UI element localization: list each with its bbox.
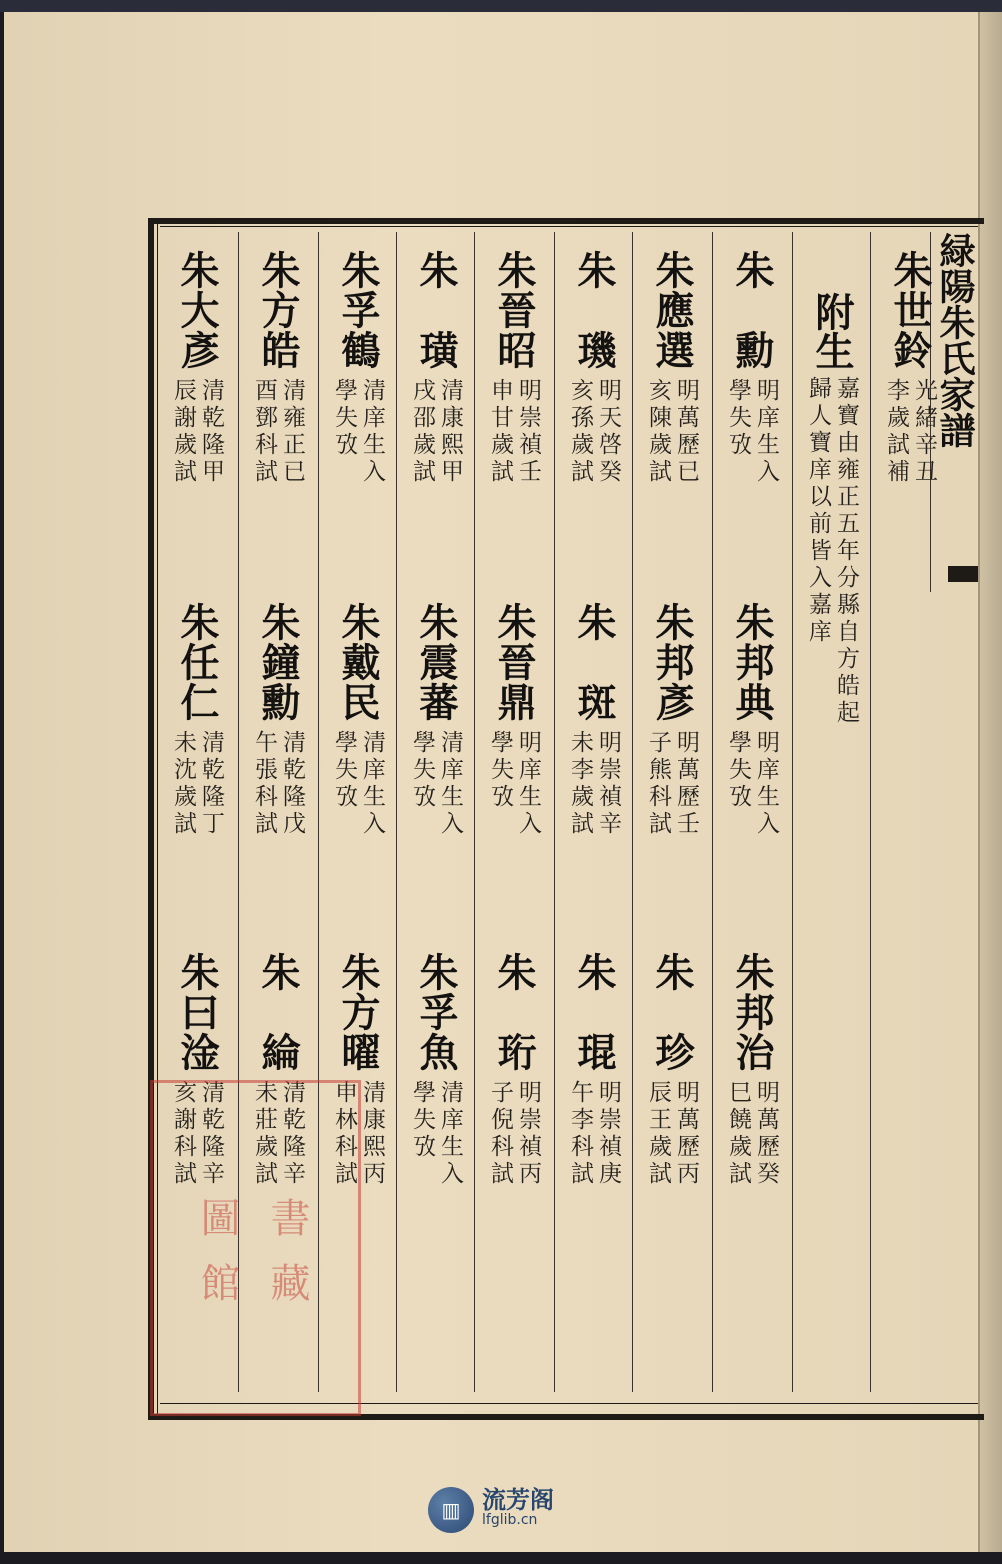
entry-note: 未李歲試 — [567, 730, 593, 838]
entry-name: 朱戴民 — [335, 602, 381, 722]
entry-note: 辰王歲試 — [645, 1080, 671, 1188]
entry-notes — [487, 378, 541, 486]
entry-note: 子熊科試 — [645, 730, 671, 838]
entry-notes — [883, 378, 937, 486]
entry-name: 朱 琨 — [571, 952, 617, 1072]
entry-name: 朱孚鶴 — [335, 250, 381, 370]
entry-name: 朱 珍 — [649, 952, 695, 1072]
entry-notes — [331, 378, 385, 486]
entry-note: 亥謝科試 — [170, 1080, 196, 1188]
entry-note: 明萬歷癸 — [753, 1080, 779, 1188]
entry-name: 朱任仁 — [174, 602, 220, 722]
watermark — [428, 1484, 588, 1536]
entry-note: 明庠生入 — [515, 730, 541, 838]
entry-name: 朱邦彥 — [649, 602, 695, 722]
entry — [319, 602, 397, 838]
entry-notes — [645, 1080, 699, 1188]
seal-char: 書 — [270, 1196, 311, 1242]
entry-note: 子倪科試 — [487, 1080, 513, 1188]
entry-note: 辰謝歲試 — [170, 378, 196, 486]
column-4 — [396, 232, 475, 1392]
fusheng-note: 歸人寶庠以前皆入嘉庠 — [805, 376, 831, 646]
entry — [633, 250, 711, 486]
entry-notes — [409, 730, 463, 838]
entry-name: 朱世鈴 — [887, 250, 933, 370]
entry-notes — [409, 1080, 463, 1188]
entry-note: 學失攷 — [331, 378, 357, 459]
entry-note: 午張科試 — [251, 730, 277, 838]
entry-name: 朱孚魚 — [413, 952, 459, 1072]
entry-name: 朱晉昭 — [491, 250, 537, 370]
entry-note: 午李科試 — [567, 1080, 593, 1188]
entry-note: 學失攷 — [725, 378, 751, 459]
entry-notes — [725, 378, 779, 486]
column-fusheng — [792, 232, 871, 1392]
entry-name: 朱鐘勳 — [255, 602, 301, 722]
seal-char: 館 — [200, 1261, 241, 1307]
entry-note: 明崇禎辛 — [595, 730, 621, 838]
entry-notes — [567, 730, 621, 838]
entry — [555, 952, 633, 1188]
entry-note: 清雍正已 — [279, 378, 305, 486]
entry-note: 學失攷 — [725, 730, 751, 811]
fusheng-note: 嘉寶由雍正五年分縣自方皓起 — [833, 376, 859, 727]
entry-notes — [331, 730, 385, 838]
running-title-text: 緑陽朱氏家譜 — [934, 232, 976, 448]
entry-name: 朱 綸 — [255, 952, 301, 1072]
entry — [397, 952, 475, 1188]
entry — [713, 602, 791, 838]
entry-notes — [487, 730, 541, 838]
entry-note: 清庠生入 — [359, 378, 385, 486]
entry-name: 朱震蕃 — [413, 602, 459, 722]
entry-notes — [725, 1080, 779, 1188]
entry-note: 清庠生入 — [437, 1080, 463, 1188]
column-7 — [632, 232, 711, 1392]
entry-note: 李歲試補 — [883, 378, 909, 486]
entry — [713, 952, 791, 1188]
entry-name: 朱 珩 — [491, 952, 537, 1072]
entry-note: 清庠生入 — [359, 730, 385, 838]
entry-notes — [170, 730, 224, 838]
entry-note: 酉鄧科試 — [251, 378, 277, 486]
entry-notes — [170, 378, 224, 486]
column-6 — [554, 232, 633, 1392]
fusheng-block — [793, 292, 871, 727]
fusheng-heading: 附生 — [809, 292, 855, 370]
seal-char: 藏 — [270, 1261, 311, 1307]
entry-name: 朱 勳 — [729, 250, 775, 370]
entry — [555, 250, 633, 486]
entry-note: 明天啓癸 — [595, 378, 621, 486]
entry-note: 清乾隆甲 — [198, 378, 224, 486]
entry-name: 朱邦治 — [729, 952, 775, 1072]
entry — [397, 250, 475, 486]
entry-note: 學失攷 — [487, 730, 513, 811]
entry-name: 朱曰淦 — [174, 952, 220, 1072]
entry-note: 明萬歷丙 — [673, 1080, 699, 1188]
entry-name: 朱 斑 — [571, 602, 617, 722]
entry — [158, 250, 236, 486]
column-5 — [474, 232, 553, 1392]
entry — [633, 952, 711, 1188]
entry-notes — [567, 1080, 621, 1188]
entry-notes — [251, 378, 305, 486]
entry-note: 明庠生入 — [753, 730, 779, 838]
entry — [633, 602, 711, 838]
entry-name: 朱晉鼎 — [491, 602, 537, 722]
column-8 — [712, 232, 791, 1392]
entry-note: 學失攷 — [331, 730, 357, 811]
entry-note: 巳饒歲試 — [725, 1080, 751, 1188]
entry — [475, 250, 553, 486]
entry-note: 光緒辛丑 — [911, 378, 937, 486]
watermark-site: 流芳阁 — [482, 1486, 554, 1514]
entry — [319, 250, 397, 486]
entry-name: 朱大彥 — [174, 250, 220, 370]
entry — [239, 250, 317, 486]
fusheng-notes — [805, 376, 859, 727]
entry-note: 未莊歲試 — [251, 1080, 277, 1188]
entry-note: 明崇禎壬 — [515, 378, 541, 486]
entry-notes — [487, 1080, 541, 1188]
fishtail-mark — [948, 566, 978, 582]
entry-note: 未沈歲試 — [170, 730, 196, 838]
seal-char: 圖 — [200, 1196, 241, 1242]
entry — [239, 602, 317, 838]
entry-note: 學失攷 — [409, 1080, 435, 1161]
book-logo-icon: ▥ — [428, 1487, 474, 1533]
entry — [475, 602, 553, 838]
entry-name: 朱 璜 — [413, 250, 459, 370]
entry-note: 明萬歷壬 — [673, 730, 699, 838]
entry-notes — [409, 378, 463, 486]
entry-name: 朱應選 — [649, 250, 695, 370]
entry — [475, 952, 553, 1188]
entry-note: 明崇禎丙 — [515, 1080, 541, 1188]
entry-note: 亥孫歲試 — [567, 378, 593, 486]
entry-notes — [567, 378, 621, 486]
entry-notes — [645, 730, 699, 838]
entry-note: 戌邵歲試 — [409, 378, 435, 486]
entry-note: 清乾隆丁 — [198, 730, 224, 838]
entry-notes — [725, 730, 779, 838]
entry-note: 清乾隆辛 — [198, 1080, 224, 1188]
entry-note: 學失攷 — [409, 730, 435, 811]
entry-note: 亥陳歲試 — [645, 378, 671, 486]
entry-note: 清乾隆辛 — [279, 1080, 305, 1188]
entry-note: 清康熙甲 — [437, 378, 463, 486]
entry-note: 明崇禎庚 — [595, 1080, 621, 1188]
entry-note: 明庠生入 — [753, 378, 779, 486]
entry-note: 申甘歲試 — [487, 378, 513, 486]
entry — [555, 602, 633, 838]
entry-name: 朱方曜 — [335, 952, 381, 1072]
top-strip — [0, 0, 1002, 12]
entry — [158, 602, 236, 838]
column-0 — [870, 232, 949, 1392]
library-seal — [150, 1080, 361, 1416]
entry-name: 朱 璣 — [571, 250, 617, 370]
entry — [713, 250, 791, 486]
entry — [871, 250, 949, 486]
entry-note: 申林科試 — [331, 1080, 357, 1188]
watermark-url: lfglib.cn — [482, 1512, 538, 1528]
entry-notes — [251, 730, 305, 838]
entry-name: 朱邦典 — [729, 602, 775, 722]
entry-note: 清康熙丙 — [359, 1080, 385, 1188]
entry-notes — [645, 378, 699, 486]
entry-note: 清乾隆戊 — [279, 730, 305, 838]
entry-note: 明萬歷已 — [673, 378, 699, 486]
entry — [397, 602, 475, 838]
entry-note: 清庠生入 — [437, 730, 463, 838]
entry-name: 朱方皓 — [255, 250, 301, 370]
